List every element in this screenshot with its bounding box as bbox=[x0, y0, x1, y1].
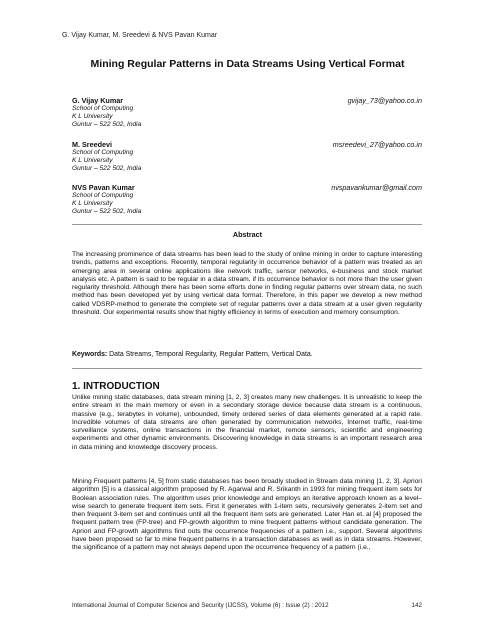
author-block bbox=[72, 96, 422, 130]
page-footer bbox=[72, 602, 422, 609]
intro-paragraph: Mining Frequent patterns [4, 5] from static databases has been broadly studied in Stream data mining [1, 2, 3]. Apriori algorithm [5] is a classical algorithm proposed by R. Agarwal and R. Srikanth in 1993 for mining frequent item sets for Boolean association rules. The algorithm uses prior knowledge and employs an iterative approach known as a level–wise search to generate frequent item sets. First it generates with 1-item sets, recursively generates 2-item set and then frequent 3-item set and continues until all the frequent item sets are generated. Later Han et. al [4] proposed the frequent pattern tree (FP-tree) and FP-growth algorithm to mine frequent patterns without candidate generation. The Apriori and FP-growth algorithms find outs the occurrence frequencies of a pattern i.e., support. Several algorithms have been proposed so far to mine frequent patterns in a transaction databases as well as in data streams. However, the significance of a pattern may not always depend upon the occurrence frequency of a pattern (i.e., bbox=[72, 478, 422, 551]
divider bbox=[72, 224, 422, 225]
divider bbox=[72, 368, 422, 369]
footer-journal: International Journal of Computer Science and Security (IJCSS), Volume (6) : Issue (2) : 2012 bbox=[72, 602, 329, 609]
keywords bbox=[72, 351, 313, 358]
author-name: NVS Pavan Kumar bbox=[72, 183, 135, 192]
author-affiliation-line: School of Computing bbox=[72, 192, 134, 199]
author-affiliation-line: K L University bbox=[72, 113, 113, 121]
author-email[interactable]: gvijay_73@yahoo.co.in bbox=[347, 96, 422, 105]
abstract-heading: Abstract bbox=[232, 230, 263, 239]
page-number: 142 bbox=[411, 602, 422, 609]
author-email[interactable]: nvspavankumar@gmail.com bbox=[331, 183, 422, 192]
paper-title: Mining Regular Patterns in Data Streams Using Vertical Format bbox=[90, 58, 405, 70]
author-affiliation-line: K L University bbox=[72, 200, 113, 208]
author-affiliation-line: Guntur – 522 502, India bbox=[72, 208, 142, 216]
author-name: M. Sreedevi bbox=[72, 140, 112, 149]
author-name: G. Vijay Kumar bbox=[72, 96, 124, 105]
keywords-text: Data Streams, Temporal Regularity, Regular Pattern, Vertical Data. bbox=[109, 351, 313, 358]
author-affiliation-line: K L University bbox=[72, 157, 113, 165]
intro-paragraph: Unlike mining static databases, data stream mining [1, 2, 3] creates many new challenges. It is unrealistic to keep the entire stream in the main memory or even in a secondary storage device because data stream is a continuous, massive (e.g., terabytes in volume), unbounded, timely ordered series of data elements generated at a rapid rate. Incredible volumes of data streams are often generated by communication networks, Internet traffic, real-time surveillance systems, online transactions in the financial market, remote sensors, scientific and engineering experiments and other dynamic environments. Discovering knowledge in data streams is an important research area in data mining and knowledge discovery process. bbox=[72, 394, 422, 451]
abstract-text: The increasing prominence of data streams has been lead to the study of online mining in order to capture interesting trends, patterns and exceptions. Recently, temporal regularity in occurrence behavior of a pattern was treated as an emerging area in several online applications like network traffic, sensor networks, e-business and stock market analysis etc. A pattern is said to be regular in a data stream, if its occurrence behavior is not more than the user given regularity threshold. Although there has been some efforts done in finding regular patterns over stream data, no such method has been developed yet by using vertical data format. Therefore, in this paper we develop a new method called VDSRP-method to generate the complete set of regular patterns over a data stream at a user given regularity threshold. Our experimental results show that highly efficiency in terms of execution and memory consumption. bbox=[72, 251, 422, 316]
keywords-label: Keywords: bbox=[72, 351, 108, 358]
author-affiliation-line: School of Computing bbox=[72, 105, 134, 112]
running-head: G. Vijay Kumar, M. Sreedevi & NVS Pavan Kumar bbox=[62, 32, 218, 39]
author-affiliation-line: Guntur – 522 502, India bbox=[72, 121, 142, 129]
author-affiliation-line: Guntur – 522 502, India bbox=[72, 165, 142, 173]
author-affiliation-line: School of Computing bbox=[72, 149, 134, 156]
section-heading: 1. INTRODUCTION bbox=[72, 381, 160, 392]
author-email[interactable]: msreedevi_27@yahoo.co.in bbox=[332, 140, 422, 149]
author-block bbox=[72, 183, 422, 217]
author-block bbox=[72, 140, 422, 174]
